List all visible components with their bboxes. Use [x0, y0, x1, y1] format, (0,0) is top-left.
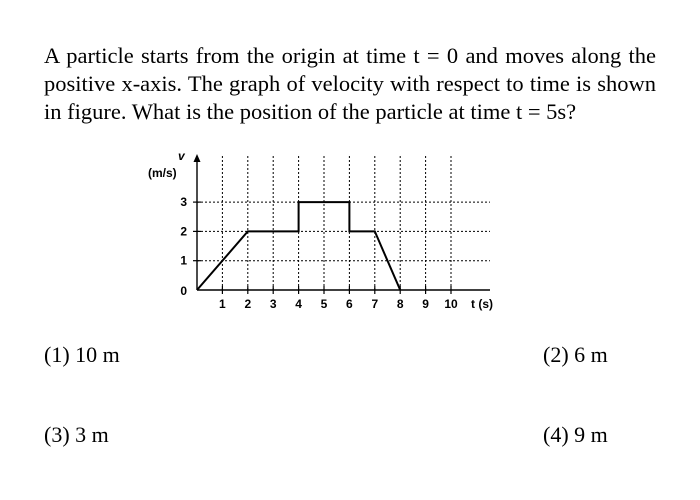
y-axis-unit-label: (m/s)	[148, 166, 177, 180]
question-text: A particle starts from the origin at time t = 0 and moves along the positive x-axis. The graph of velocity with respect to time is shown in figure. What is the position of the particle at time t = 5s?	[44, 43, 656, 124]
x-tick-label: 4	[295, 297, 302, 311]
option-4[interactable]: (4) 9 m	[543, 422, 608, 447]
y-axis-symbol: v	[178, 149, 185, 163]
x-tick-label: 10	[444, 297, 458, 311]
chart-axes	[193, 154, 490, 294]
y-tick-label: 3	[180, 195, 187, 210]
option-3[interactable]: (3) 3 m	[44, 422, 109, 447]
x-tick-label: 3	[269, 297, 277, 311]
option-2[interactable]: (2) 6 m	[543, 342, 608, 367]
y-axis-arrow-icon	[194, 154, 201, 162]
x-tick-label: 1	[219, 297, 226, 311]
x-tick-label: 2	[244, 297, 252, 311]
y-tick-label: 0	[180, 284, 187, 298]
x-axis-label: t (s)	[471, 297, 493, 311]
x-tick-label: 7	[371, 297, 379, 311]
x-tick-label: 6	[346, 297, 353, 311]
option-1[interactable]: (1) 10 m	[44, 342, 120, 367]
x-tick-label: 8	[396, 297, 404, 311]
chart-grid	[197, 156, 490, 290]
x-tick-label: 9	[422, 297, 429, 311]
velocity-time-chart	[140, 148, 520, 320]
x-tick-label: 5	[320, 297, 328, 311]
y-tick-label: 1	[180, 253, 187, 268]
y-tick-label: 2	[180, 224, 187, 239]
